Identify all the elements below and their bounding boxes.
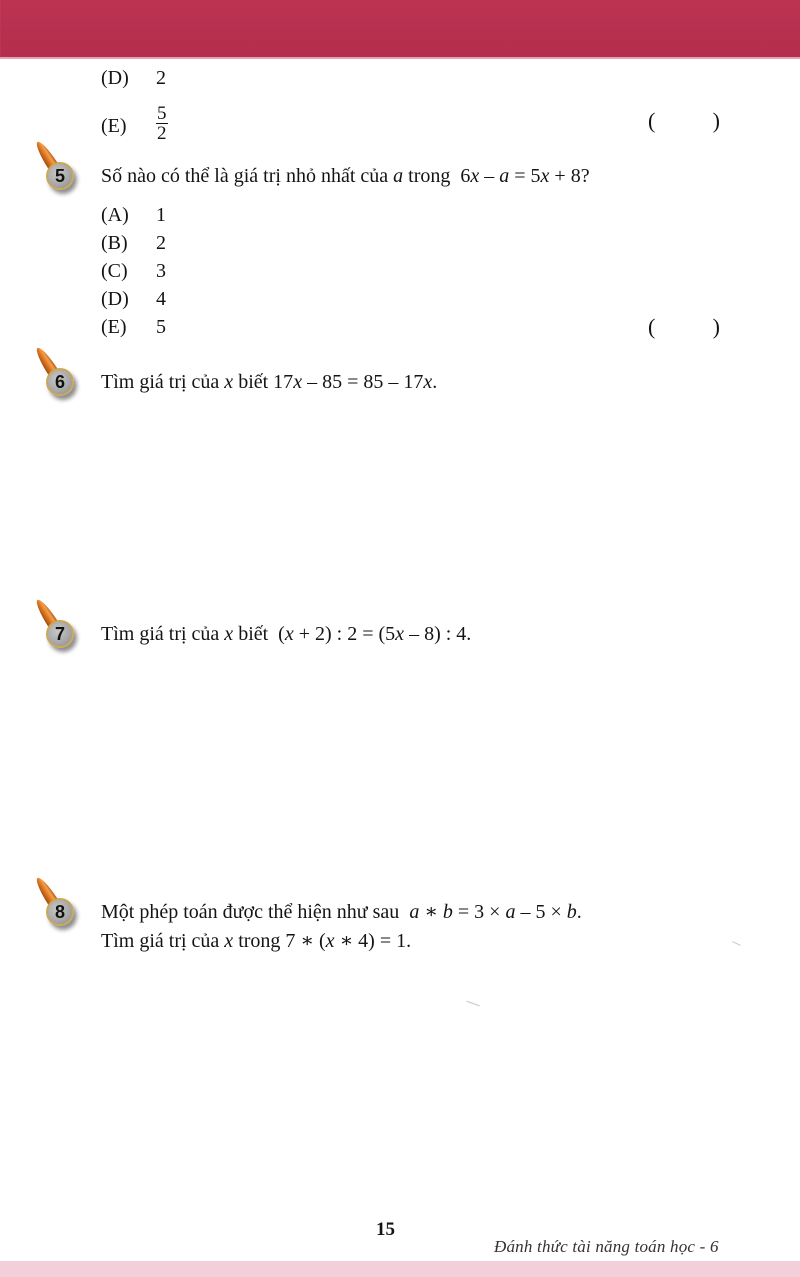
top-decorative-band: [0, 0, 800, 57]
choice-label: (D): [101, 67, 129, 89]
choice-label: (E): [101, 114, 127, 137]
question-5-choice-b: [101, 231, 166, 255]
footer-book-title: Đánh thức tài năng toán học - 6: [494, 1237, 719, 1256]
choice-e-prev: [101, 103, 168, 146]
choice-d-prev: [101, 66, 166, 90]
fraction-value: [156, 105, 168, 143]
question-5-choice-c: [101, 259, 166, 283]
answer-box-open: (: [648, 108, 656, 133]
choice-value: 4: [156, 288, 166, 310]
choice-label: (C): [101, 260, 128, 282]
answer-box-open: (: [648, 314, 656, 339]
question-5-choice-a: [101, 203, 166, 227]
answer-box-close: ): [712, 108, 720, 133]
question-badge-7: [30, 600, 78, 656]
question-badge-8: [30, 878, 78, 934]
bottom-decorative-band: [0, 1261, 800, 1277]
page-number: 15: [376, 1219, 395, 1240]
question-8-text-line2: Tìm giá trị của x trong 7 ∗ (x ∗ 4) = 1.: [101, 930, 412, 952]
question-7-text: Tìm giá trị của x biết (x + 2) : 2 = (5x – 8) : 4.: [101, 623, 472, 645]
number-coin-icon: 6: [46, 368, 74, 396]
choice-label: (B): [101, 232, 128, 254]
number-coin-icon: 8: [46, 898, 74, 926]
choice-label: (E): [101, 316, 127, 338]
question-badge-6: [30, 348, 78, 404]
choice-value: 2: [156, 67, 166, 89]
fraction-numerator: 5: [157, 103, 167, 124]
answer-box-prev[interactable]: [648, 109, 720, 133]
question-badge-5: [30, 142, 78, 198]
question-6-work-area[interactable]: [101, 400, 721, 590]
question-8-work-area[interactable]: [101, 965, 721, 1205]
choice-label: (A): [101, 204, 129, 226]
question-6-text: Tìm giá trị của x biết 17x – 85 = 85 – 17x.: [101, 371, 438, 393]
choice-value: 3: [156, 260, 166, 282]
choice-value: 5: [156, 316, 166, 338]
question-5-text: Số nào có thể là giá trị nhỏ nhất của a trong 6x – a = 5x + 8?: [101, 165, 590, 187]
question-8-text-line1: Một phép toán được thể hiện như sau a ∗ b = 3 × a – 5 × b.: [101, 901, 582, 923]
number-coin-icon: 5: [46, 162, 74, 190]
fraction-denominator: 2: [157, 123, 167, 144]
answer-box-close: ): [712, 314, 720, 339]
question-5-choice-e: [101, 315, 166, 339]
question-7-work-area[interactable]: [101, 655, 721, 870]
number-coin-icon: 7: [46, 620, 74, 648]
question-5-choice-d: [101, 287, 166, 311]
choice-value: 1: [156, 204, 166, 226]
choice-value: 2: [156, 232, 166, 254]
choice-label: (D): [101, 288, 129, 310]
answer-box-q5[interactable]: [648, 315, 720, 339]
scan-artifact: [732, 941, 741, 946]
